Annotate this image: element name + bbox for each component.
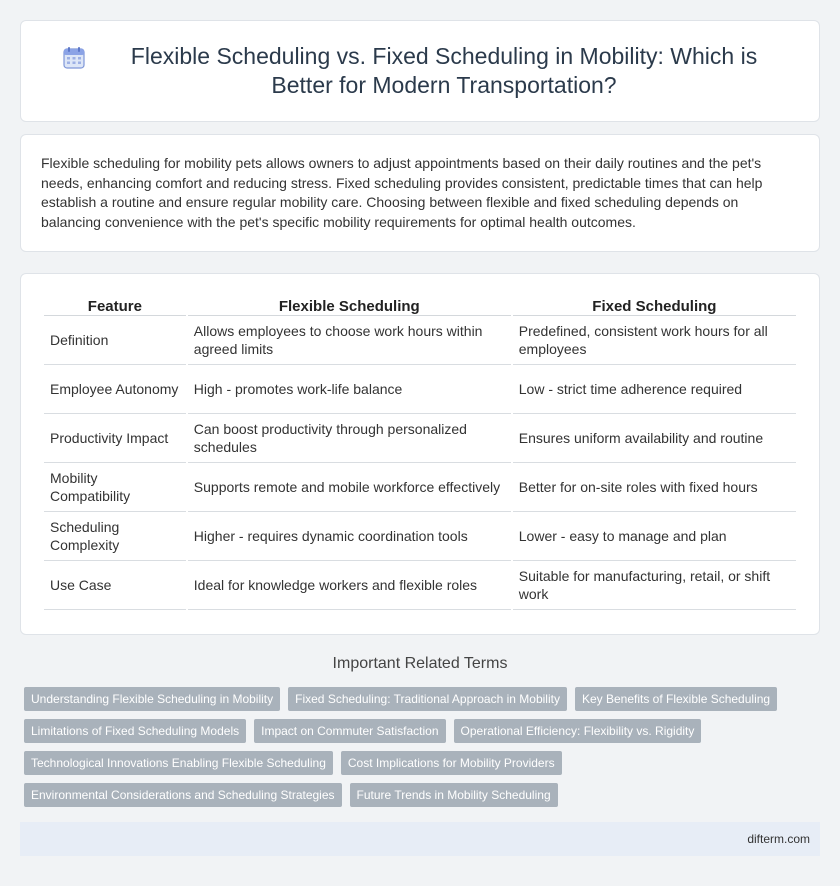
flexible-cell: High - promotes work-life balance — [188, 365, 511, 414]
related-term-tag[interactable]: Key Benefits of Flexible Scheduling — [575, 687, 777, 711]
header-fixed: Fixed Scheduling — [513, 294, 796, 316]
related-term-tag[interactable]: Operational Efficiency: Flexibility vs. Rigidity — [454, 719, 702, 743]
flexible-cell: Supports remote and mobile workforce effectively — [188, 463, 511, 512]
table-header-row — [44, 294, 796, 316]
table-row — [44, 463, 796, 512]
related-term-tag[interactable]: Cost Implications for Mobility Providers — [341, 751, 562, 775]
header-feature: Feature — [44, 294, 186, 316]
table-row — [44, 414, 796, 463]
related-terms-heading: Important Related Terms — [332, 655, 508, 672]
related-term-tag[interactable]: Fixed Scheduling: Traditional Approach in Mobility — [288, 687, 567, 711]
footer-site-link[interactable]: difterm.com — [747, 832, 810, 846]
table-row — [44, 316, 796, 365]
related-term-tag[interactable]: Limitations of Fixed Scheduling Models — [24, 719, 246, 743]
page-title: Flexible Scheduling vs. Fixed Scheduling in Mobility: Which is Better for Modern Transportation? — [130, 43, 758, 98]
feature-cell: Employee Autonomy — [44, 365, 186, 414]
table-row — [44, 365, 796, 414]
fixed-cell: Lower - easy to manage and plan — [513, 512, 796, 561]
fixed-cell: Low - strict time adherence required — [513, 365, 796, 414]
flexible-cell: Higher - requires dynamic coordination tools — [188, 512, 511, 561]
feature-cell: Use Case — [44, 561, 186, 610]
comparison-table — [42, 294, 798, 610]
fixed-cell: Predefined, consistent work hours for all employees — [513, 316, 796, 365]
related-term-tag[interactable]: Technological Innovations Enabling Flexible Scheduling — [24, 751, 333, 775]
title-wrap — [21, 21, 819, 121]
feature-cell: Scheduling Complexity — [44, 512, 186, 561]
feature-cell: Definition — [44, 316, 186, 365]
table-row — [44, 512, 796, 561]
header-flexible: Flexible Scheduling — [188, 294, 511, 316]
related-term-tag[interactable]: Environmental Considerations and Scheduling Strategies — [24, 783, 342, 807]
title-card — [20, 20, 820, 122]
related-term-tag[interactable]: Understanding Flexible Scheduling in Mobility — [24, 687, 280, 711]
flexible-cell: Allows employees to choose work hours within agreed limits — [188, 316, 511, 365]
feature-cell: Productivity Impact — [44, 414, 186, 463]
related-term-tag[interactable]: Future Trends in Mobility Scheduling — [350, 783, 558, 807]
related-term-tag[interactable]: Impact on Commuter Satisfaction — [254, 719, 445, 743]
fixed-cell: Better for on-site roles with fixed hours — [513, 463, 796, 512]
flexible-cell: Can boost productivity through personalized schedules — [188, 414, 511, 463]
intro-card — [20, 134, 820, 252]
calendar-icon — [61, 45, 87, 71]
fixed-cell: Suitable for manufacturing, retail, or shift work — [513, 561, 796, 610]
related-terms-list — [24, 687, 824, 807]
intro-text: Flexible scheduling for mobility pets allows owners to adjust appointments based on their daily routines and the pet's needs, enhancing comfort and reducing stress. Fixed scheduling provides consistent, predictable times that can help establish a routine and ensure regular mobility care. Choosing between flexible and fixed scheduling depends on balancing convenience with the pet's specific mobility requirements for optimal health outcomes. — [41, 155, 763, 230]
comparison-card — [20, 273, 820, 635]
feature-cell: Mobility Compatibility — [44, 463, 186, 512]
footer — [20, 822, 820, 856]
table-row — [44, 561, 796, 610]
fixed-cell: Ensures uniform availability and routine — [513, 414, 796, 463]
flexible-cell: Ideal for knowledge workers and flexible roles — [188, 561, 511, 610]
